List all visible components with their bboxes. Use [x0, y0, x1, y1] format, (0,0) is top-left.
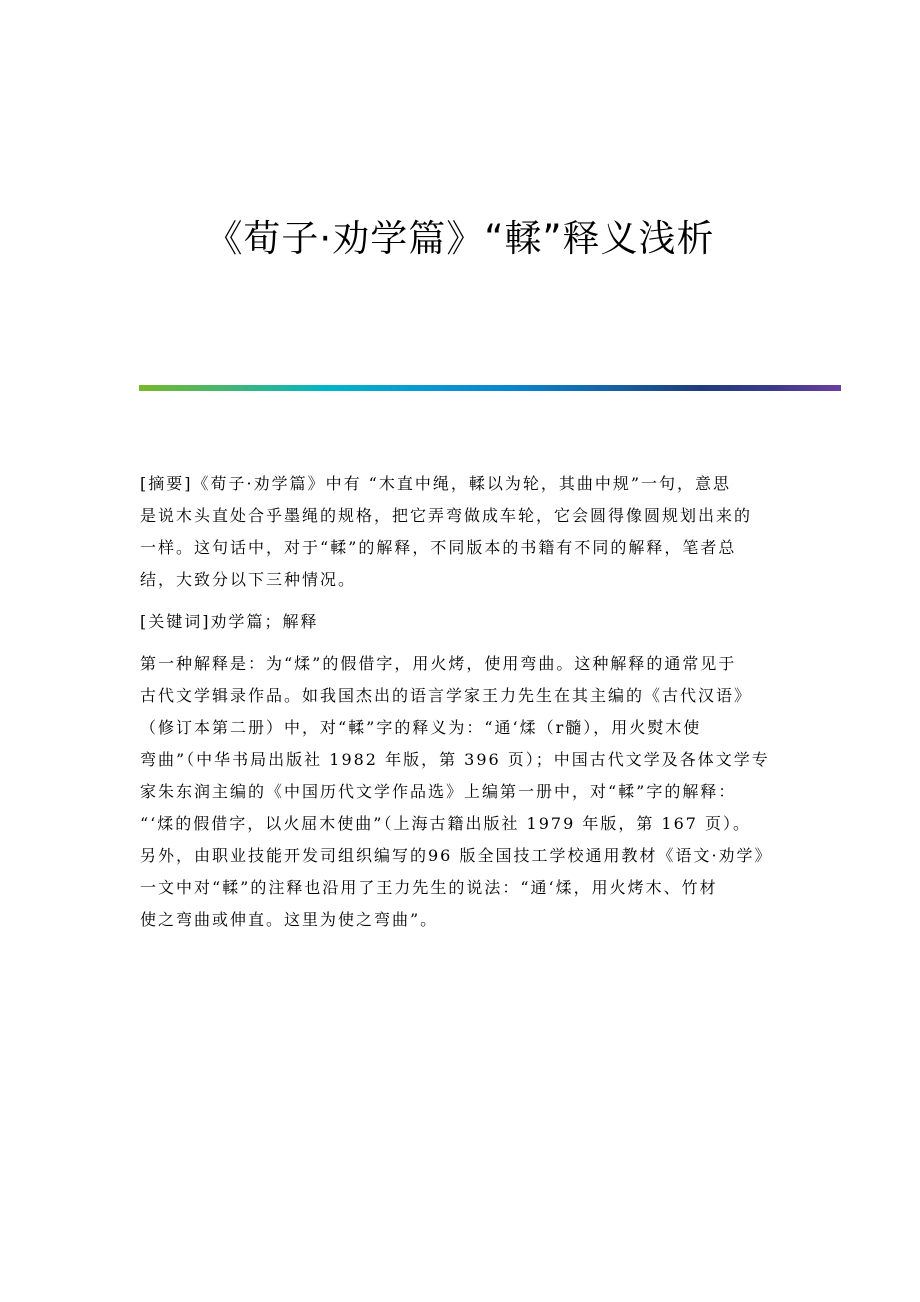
text-line: [关键词]劝学篇；解释 [140, 612, 319, 631]
text-line: 结，大致分以下三种情况。 [140, 570, 357, 589]
text-line: 弯曲”（中华书局出版社 1982 年版，第 396 页）；中国古代文学及各体文学专 [140, 750, 770, 769]
text-line: 家朱东润主编的《中国历代文学作品选》上编第一册中，对“輮”字的解释： [140, 782, 737, 801]
keywords-paragraph [140, 606, 800, 638]
paragraph-spacing [140, 638, 800, 648]
text-line: 是说木头直处合乎墨绳的规格，把它弄弯做成车轮，它会圆得像圆规划出来的 [140, 506, 753, 525]
document-body [140, 468, 800, 936]
text-line: 另外，由职业技能开发司组织编写的96 版全国技工学校通用教材《语文·劝学》 [140, 846, 773, 865]
text-line: 第一种解释是：为“煣”的假借字，用火烤，使用弯曲。这种解释的通常见于 [140, 654, 737, 673]
paragraph-spacing [140, 596, 800, 606]
text-line: 使之弯曲或伸直。这里为使之弯曲”。 [140, 910, 439, 929]
page-title: 《荀子·劝学篇》“輮”释义浅析 [205, 217, 715, 260]
text-line: （修订本第二册）中，对“輮”字的释义为：“通‘煣（r髓），用火熨木使 [140, 718, 702, 737]
text-line: 一样。这句话中，对于“輮”的解释，不同版本的书籍有不同的解释，笔者总 [140, 538, 737, 557]
text-line: 一文中对“輮”的注释也沿用了王力先生的说法：“通‘煣，用火烤木、竹材 [140, 878, 718, 897]
text-line: 古代文学辑录作品。如我国杰出的语言学家王力先生在其主编的《古代汉语》 [140, 686, 753, 705]
gradient-divider [139, 385, 841, 391]
text-line: [摘要]《荀子·劝学篇》中有 “木直中绳，輮以为轮，其曲中规”一句，意思 [140, 474, 732, 493]
body-paragraph-1 [140, 648, 800, 936]
abstract-paragraph [140, 468, 800, 596]
text-line: “‘煣的假借字，以火屈木使曲”（上海古籍出版社 1979 年版，第 167 页）。 [140, 814, 752, 833]
